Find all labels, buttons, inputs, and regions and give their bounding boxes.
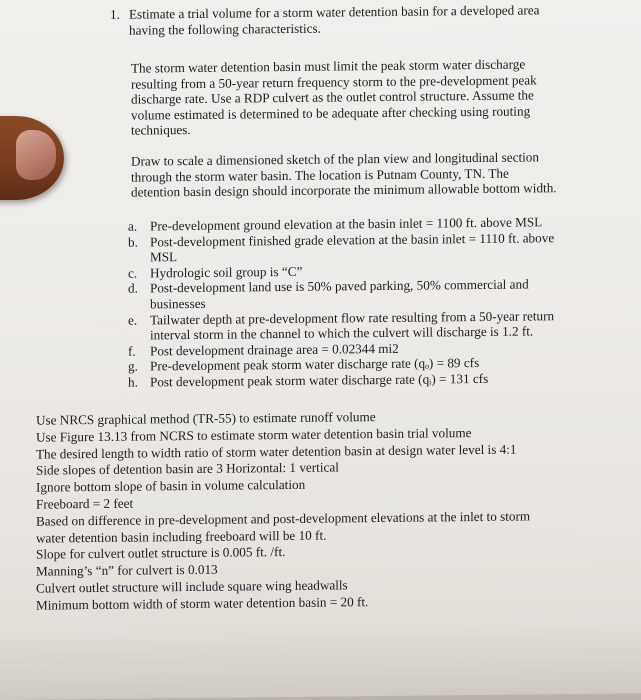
list-item-text: Post development drainage area = 0.02344 mi2 <box>150 340 399 359</box>
list-item-text: Tailwater depth at pre-development flow rate resulting from a 50-year return <box>150 307 555 327</box>
list-item-label: f. <box>128 343 136 359</box>
paragraph-line: Draw to scale a dimensioned sketch of the plan view and longitudinal section <box>131 149 539 169</box>
fingernail <box>16 130 56 180</box>
list-item-text: MSL <box>150 249 178 265</box>
note-line: Ignore bottom slope of basin in volume calculation <box>36 476 306 495</box>
note-line: water detention basin including freeboard will be 10 ft. <box>36 527 327 546</box>
list-item-label: c. <box>128 265 138 281</box>
list-item-text: Post-development land use is 50% paved parking, 50% commercial and <box>150 276 529 296</box>
requirements-paragraph <box>131 56 537 138</box>
note-line: Manning’s “n” for culvert is 0.013 <box>36 561 218 579</box>
list-item-label: h. <box>128 374 138 390</box>
note-line: Freeboard = 2 feet <box>36 495 134 512</box>
list-item-text: Pre-development peak storm water discharge rate (qₒ) = 89 cfs <box>150 355 480 374</box>
note-line: Use NRCS graphical method (TR-55) to estimate runoff volume <box>36 409 376 428</box>
intro-line: having the following characteristics. <box>129 20 321 38</box>
paragraph-line: discharge rate. Use a RDP culvert as the outlet control structure. Assume the <box>131 87 534 107</box>
paragraph-line: The storm water detention basin must limit the peak storm water discharge <box>131 56 526 76</box>
sketch-paragraph <box>131 149 557 200</box>
list-item-text: interval storm in the channel to which the culvert will discharge is 1.2 ft. <box>150 323 534 343</box>
question-intro <box>129 2 540 37</box>
note-line: Minimum bottom width of storm water detention basin = 20 ft. <box>36 593 369 613</box>
paragraph-line: volume estimated is determined to be adequate after checking using routing <box>131 103 531 123</box>
note-line: Based on difference in pre-development and post-development elevations at the inlet to storm <box>36 508 531 529</box>
list-item-label: g. <box>128 358 138 375</box>
list-item-text: Pre-development ground elevation at the basin inlet = 1100 ft. above MSL <box>150 214 543 234</box>
list-item <box>128 277 554 313</box>
paragraph-line: techniques. <box>131 122 191 139</box>
list-item-label: e. <box>128 312 138 328</box>
paragraph-line: detention basin design should incorporate the minimum allowable bottom width. <box>131 180 557 200</box>
list-item-text: Post development peak storm water discharge rate (qᵢ) = 131 cfs <box>150 370 489 390</box>
paragraph-line: resulting from a 50-year return frequency storm to the pre-development peak <box>131 71 537 92</box>
characteristics-list <box>128 214 554 390</box>
intro-line: Estimate a trial volume for a storm water detention basin for a developed area <box>129 2 540 22</box>
paper-shadow <box>0 623 641 700</box>
question-number: 1. <box>110 6 120 22</box>
list-item-label: a. <box>128 218 138 234</box>
paragraph-line: through the storm water basin. The location is Putnam County, TN. The <box>131 165 509 185</box>
list-item <box>128 370 554 390</box>
list-item-text: businesses <box>150 295 206 312</box>
note-line: The desired length to width ratio of storm water detention basin at design water level is 4:1 <box>36 441 517 462</box>
note-line: Slope for culvert outlet structure is 0.005 ft. /ft. <box>36 544 286 562</box>
list-item-text: Post-development finished grade elevation at the basin inlet = 1110 ft. above <box>150 229 555 250</box>
list-item-text: Hydrologic soil group is “C” <box>150 263 303 281</box>
note-line: Side slopes of detention basin are 3 Horizontal: 1 vertical <box>36 459 339 479</box>
design-notes <box>36 407 530 614</box>
list-item-label: d. <box>128 280 138 297</box>
note-line: Culvert outlet structure will include square wing headwalls <box>36 577 348 596</box>
list-item <box>128 308 554 344</box>
list-item-label: b. <box>128 234 138 250</box>
note-line: Use Figure 13.13 from NCRS to estimate storm water detention basin trial volume <box>36 424 472 445</box>
list-item <box>128 230 554 266</box>
